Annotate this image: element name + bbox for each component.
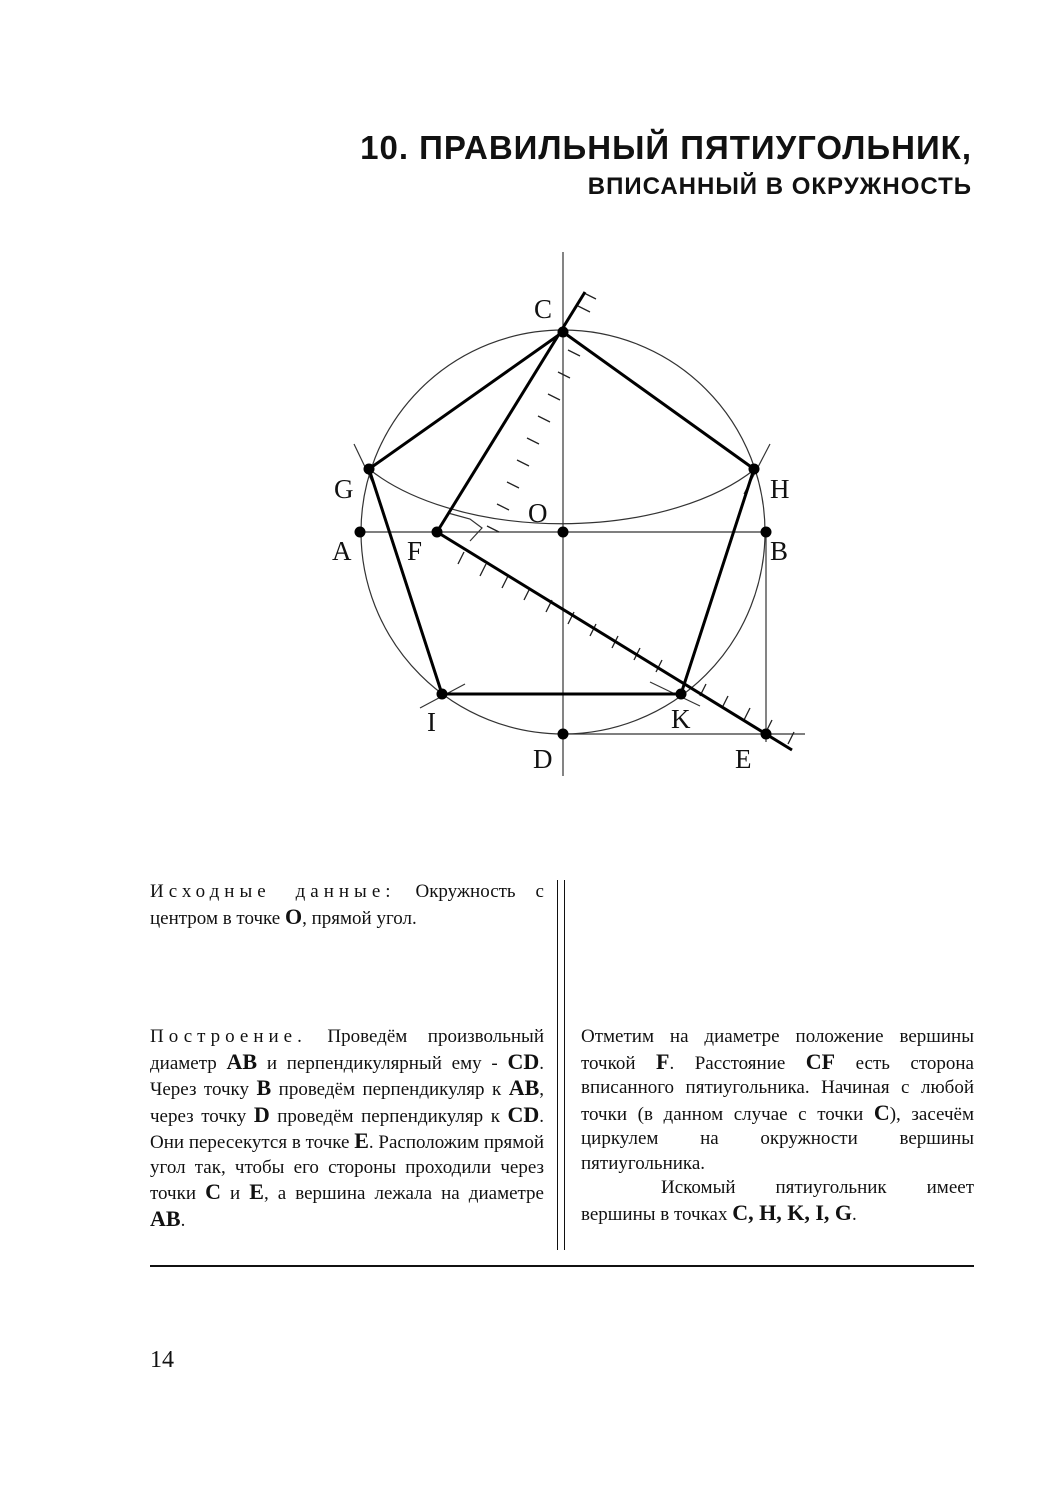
title-line-1: 10. ПРАВИЛЬНЫЙ ПЯТИУГОЛЬНИК, [360, 129, 972, 166]
point-k-dot [676, 689, 687, 700]
result-paragraph: Искомый пятиугольник имеет вершины в точках C, H, K, I, G. [581, 1177, 974, 1225]
construction-paragraph: Построение. Проведём произвольный диаметр AB и перпендикулярный ему - CD. Через точку B проведём перпендикуляр к AB, через точку D проведём перпендикуляр к CD. Они пересекутся в точке E. Расположим прямой угол так, чтобы его стороны проходили через точки C и E, а вершина лежала на диаметре AB. [150, 1026, 544, 1231]
hatching-upper [487, 293, 596, 532]
point-e-dot [761, 729, 772, 740]
label-i: I [427, 707, 436, 737]
pentagon [369, 332, 754, 694]
title-line-2: ВПИСАННЫЙ В ОКРУЖНОСТЬ [587, 173, 972, 200]
point-f-dot [432, 527, 443, 538]
page-number: 14 [150, 1347, 174, 1373]
label-h: H [770, 474, 790, 504]
point-h-dot [749, 464, 760, 475]
column-divider-right [564, 880, 565, 1250]
point-i-dot [437, 689, 448, 700]
label-o: O [528, 498, 548, 528]
label-g: G [334, 474, 354, 504]
point-c-dot [558, 327, 569, 338]
given-data-paragraph: Исходные данные: Окружность с центром в точке O, прямой угол. [150, 881, 544, 929]
label-c: C [534, 294, 553, 324]
column-divider-left [557, 880, 558, 1250]
continuation-paragraph: Отметим на диаметре положение вершины точкой F. Расстояние CF есть сторона вписанного пятиугольника. Начиная с любой точки (в данном случае с точки C), засечём циркулем на окружности вершины пятиугольника. Искомый пятиугольник имеет вершины в точках C, H, K, I, G. [581, 1025, 974, 1227]
label-e: E [735, 744, 752, 774]
label-d: D [533, 744, 553, 774]
footer-rule [150, 1265, 974, 1267]
given-label: Исходные данные: [150, 881, 396, 902]
point-g-dot [364, 464, 375, 475]
point-d-dot [558, 729, 569, 740]
point-o-dot [558, 527, 569, 538]
right-angle-marker [448, 513, 482, 541]
point-a-dot [355, 527, 366, 538]
label-k: K [671, 704, 691, 734]
angle-side-fe [437, 532, 792, 750]
label-f: F [407, 536, 423, 566]
construction-label: Построение. [150, 1026, 307, 1047]
label-b: B [770, 536, 789, 566]
label-a: A [332, 536, 352, 566]
compass-arc [369, 469, 755, 524]
